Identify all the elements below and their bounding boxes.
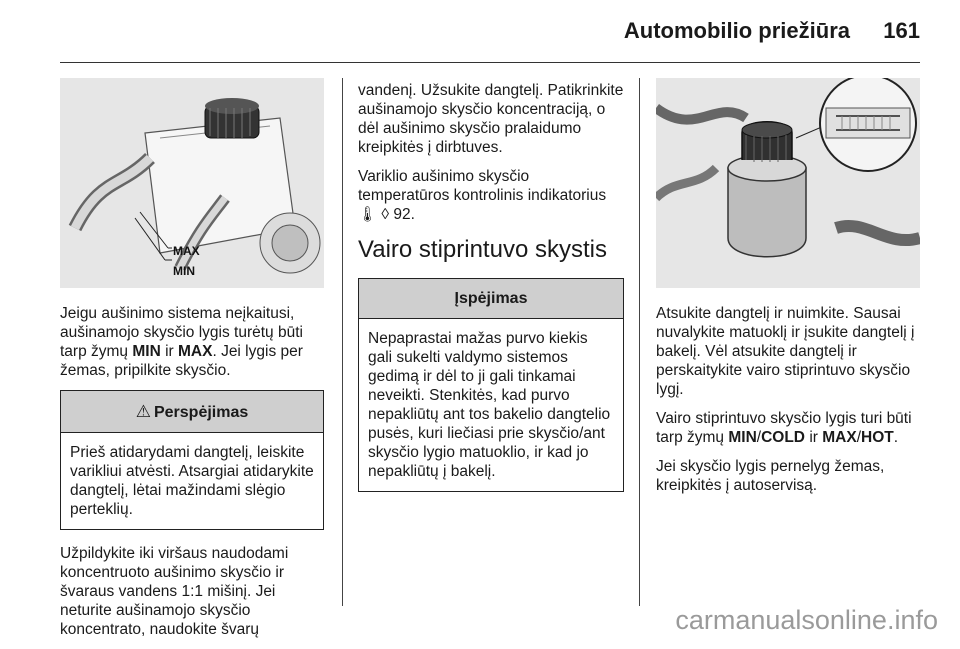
column-divider-right [639, 78, 640, 606]
min-marker-label: MIN [173, 264, 195, 278]
max-marker-label: MAX [173, 244, 200, 258]
column-divider-left [342, 78, 343, 606]
warning-body: Prieš atidarydami dangtelį, leiskite varikliui atvėsti. Atsargiai atidarykite dangtelį, lėtai mažindami slėgio perteklių. [70, 444, 314, 518]
max-mark-text: MAX [178, 343, 213, 360]
caution-title: Įspėjimas [359, 279, 623, 319]
middle-paragraph-2 [358, 167, 624, 224]
min-mark-text: MIN [132, 343, 161, 360]
text-run: ir [805, 429, 823, 446]
left-column [60, 78, 324, 649]
reference-icon: ◊ [381, 206, 390, 223]
min-mark-text: MIN [728, 429, 757, 446]
warning-title: Perspėjimas [153, 404, 249, 421]
left-paragraph-2: Užpildykite iki viršaus naudodami koncentruoto aušinimo skysčio ir švaraus vandens 1:1 mišinį. Jei neturite aušinamojo skysčio koncentrato, naudokite švarų [60, 545, 289, 638]
text-run: Variklio aušinimo skysčio temperatūros kontrolinis indikatorius [358, 168, 607, 204]
right-paragraph-2 [656, 409, 920, 447]
header-rule [60, 62, 920, 63]
hot-mark-text: HOT [861, 429, 894, 446]
cold-mark-text: COLD [761, 429, 806, 446]
text-run: ir [160, 343, 178, 360]
left-paragraph-1 [60, 304, 324, 380]
middle-column [358, 78, 624, 492]
text-run: . Jei lygis per žemas, pripilkite skysčio. [60, 343, 303, 379]
middle-paragraph-1: vandenį. Užsukite dangtelį. Patikrinkite aušinamojo skysčio koncentraciją, o dėl aušinimo skysčio pralaidumo kreipkitės į dirbtuves. [358, 82, 624, 156]
warning-triangle-icon: ⚠ [135, 402, 151, 421]
text-run: / [756, 429, 762, 446]
right-column [656, 78, 920, 505]
right-paragraph-1: Atsukite dangtelį ir nuimkite. Sausai nuvalykite matuoklį ir įsukite dangtelį į bakelį. Vėl atsukite dangtelį ir perskaitykite vairo stiprintuvo skysčio lygį. [656, 305, 915, 398]
section-heading: Vairo stiprintuvo skystis [358, 236, 607, 263]
text-run: Jeigu aušinimo sistema neįkaitusi, aušinamojo skysčio lygis turėtų būti tarp žymų [60, 305, 303, 360]
text-run: . [893, 429, 899, 446]
page-reference: 92. [393, 206, 415, 223]
text-run: Vairo stiprintuvo skysčio lygis turi būti tarp žymų [656, 410, 912, 446]
coolant-reservoir-illustration [60, 78, 324, 288]
caution-box [358, 278, 624, 492]
warning-header [61, 391, 323, 433]
header-title: Automobilio priežiūra [623, 18, 850, 43]
max-mark-text: MAX [822, 429, 857, 446]
page-number: 161 [883, 18, 920, 43]
right-paragraph-3: Jei skysčio lygis pernelyg žemas, kreipkitės į autoservisą. [656, 458, 885, 494]
warning-box [60, 390, 324, 530]
page-header [0, 0, 960, 62]
caution-body: Nepaprastai mažas purvo kiekis gali sukelti valdymo sistemos gedimą ir dėl to ji gali tinkamai neveikti. Stenkitės, kad purvo nepakliūtų ant tos bakelio dangtelio pusės, kuri liečiasi prie skysčio/ant skysčio lygio matuoklio, ir kad jo nepakliūtų į bakelį. [368, 330, 611, 480]
power-steering-reservoir-illustration [656, 78, 920, 288]
thermometer-icon: 🌡 [358, 206, 378, 223]
watermark: carmanualsonline.info [675, 605, 938, 635]
text-run: / [856, 429, 861, 446]
